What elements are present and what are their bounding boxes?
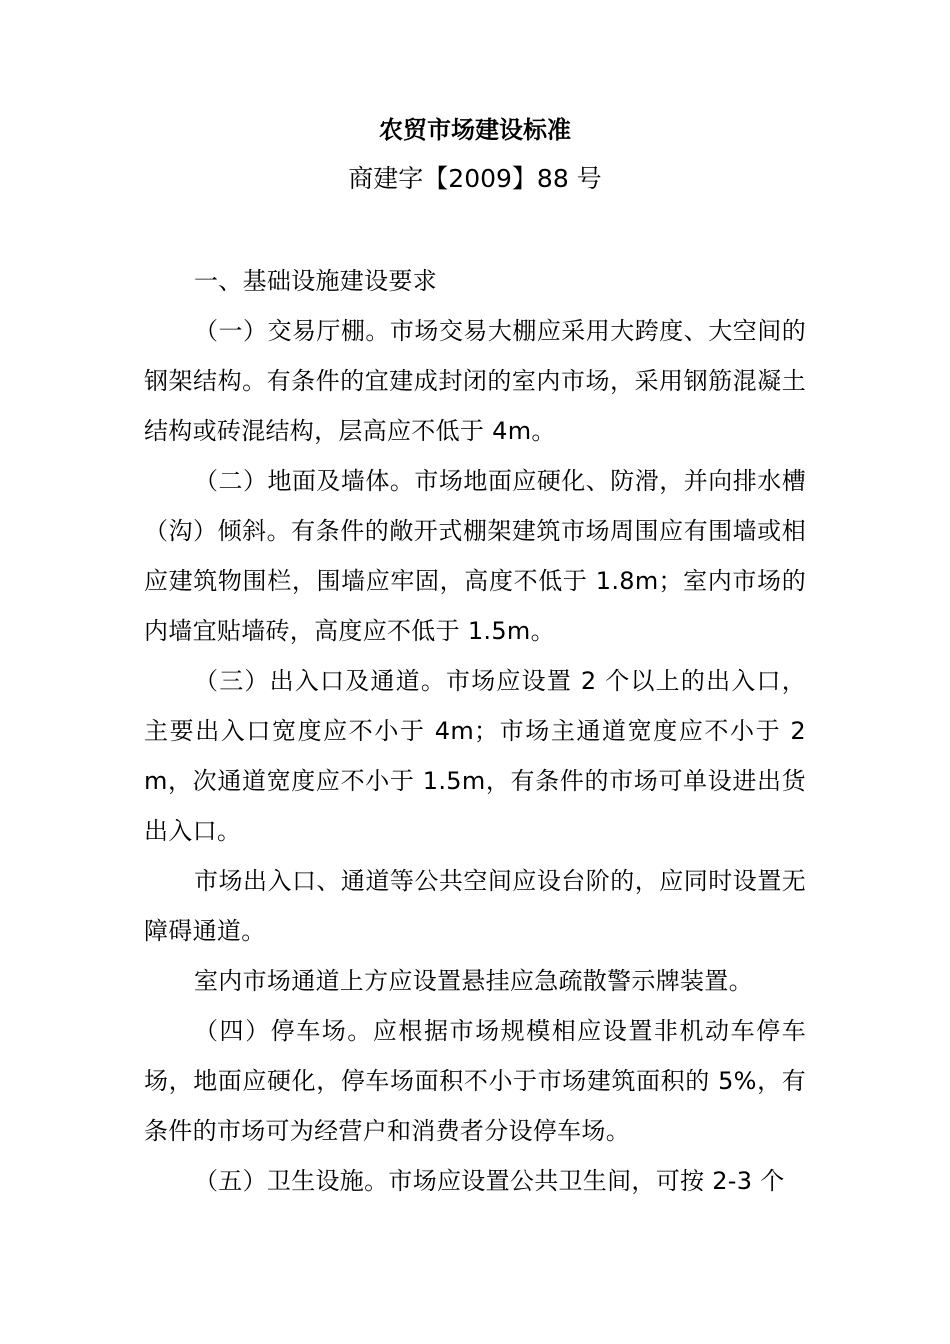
- paragraph-accessibility: 市场出入口、通道等公共空间应设台阶的，应同时设置无障碍通道。: [144, 867, 806, 945]
- document-body: [144, 256, 806, 1206]
- paragraph-sanitation: （五）卫生设施。市场应设置公共卫生间，可按 2-3 个: [194, 1167, 785, 1195]
- section-heading: 一、基础设施建设要求: [194, 267, 437, 295]
- paragraph-entrances: （三）出入口及通道。市场应设置 2 个以上的出入口，主要出入口宽度应不小于 4m；市场主通道宽度应不小于 2m，次通道宽度应不小于 1.5m，有条件的市场可单设进出货出入口。: [144, 667, 806, 845]
- paragraph-parking: （四）停车场。应根据市场规模相应设置非机动车停车场，地面应硬化，停车场面积不小于市场建筑面积的 5%，有条件的市场可为经营户和消费者分设停车场。: [144, 1017, 806, 1145]
- paragraph-trading-hall: （一）交易厅棚。市场交易大棚应采用大跨度、大空间的钢架结构。有条件的宜建成封闭的室内市场，采用钢筋混凝土结构或砖混结构，层高应不低于 4m。: [144, 317, 806, 445]
- paragraph-floor-walls: （二）地面及墙体。市场地面应硬化、防滑，并向排水槽（沟）倾斜。有条件的敞开式棚架建筑市场周围应有围墙或相应建筑物围栏，围墙应牢固，高度不低于 1.8m；室内市场的内墙宜贴墙砖，高度应不低于 1.5m。: [144, 467, 806, 645]
- document-number: 商建字【2009】88 号: [348, 164, 602, 193]
- document-title: 农贸市场建设标准: [379, 116, 571, 144]
- paragraph-emergency-signs: 室内市场通道上方应设置悬挂应急疏散警示牌装置。: [194, 967, 753, 995]
